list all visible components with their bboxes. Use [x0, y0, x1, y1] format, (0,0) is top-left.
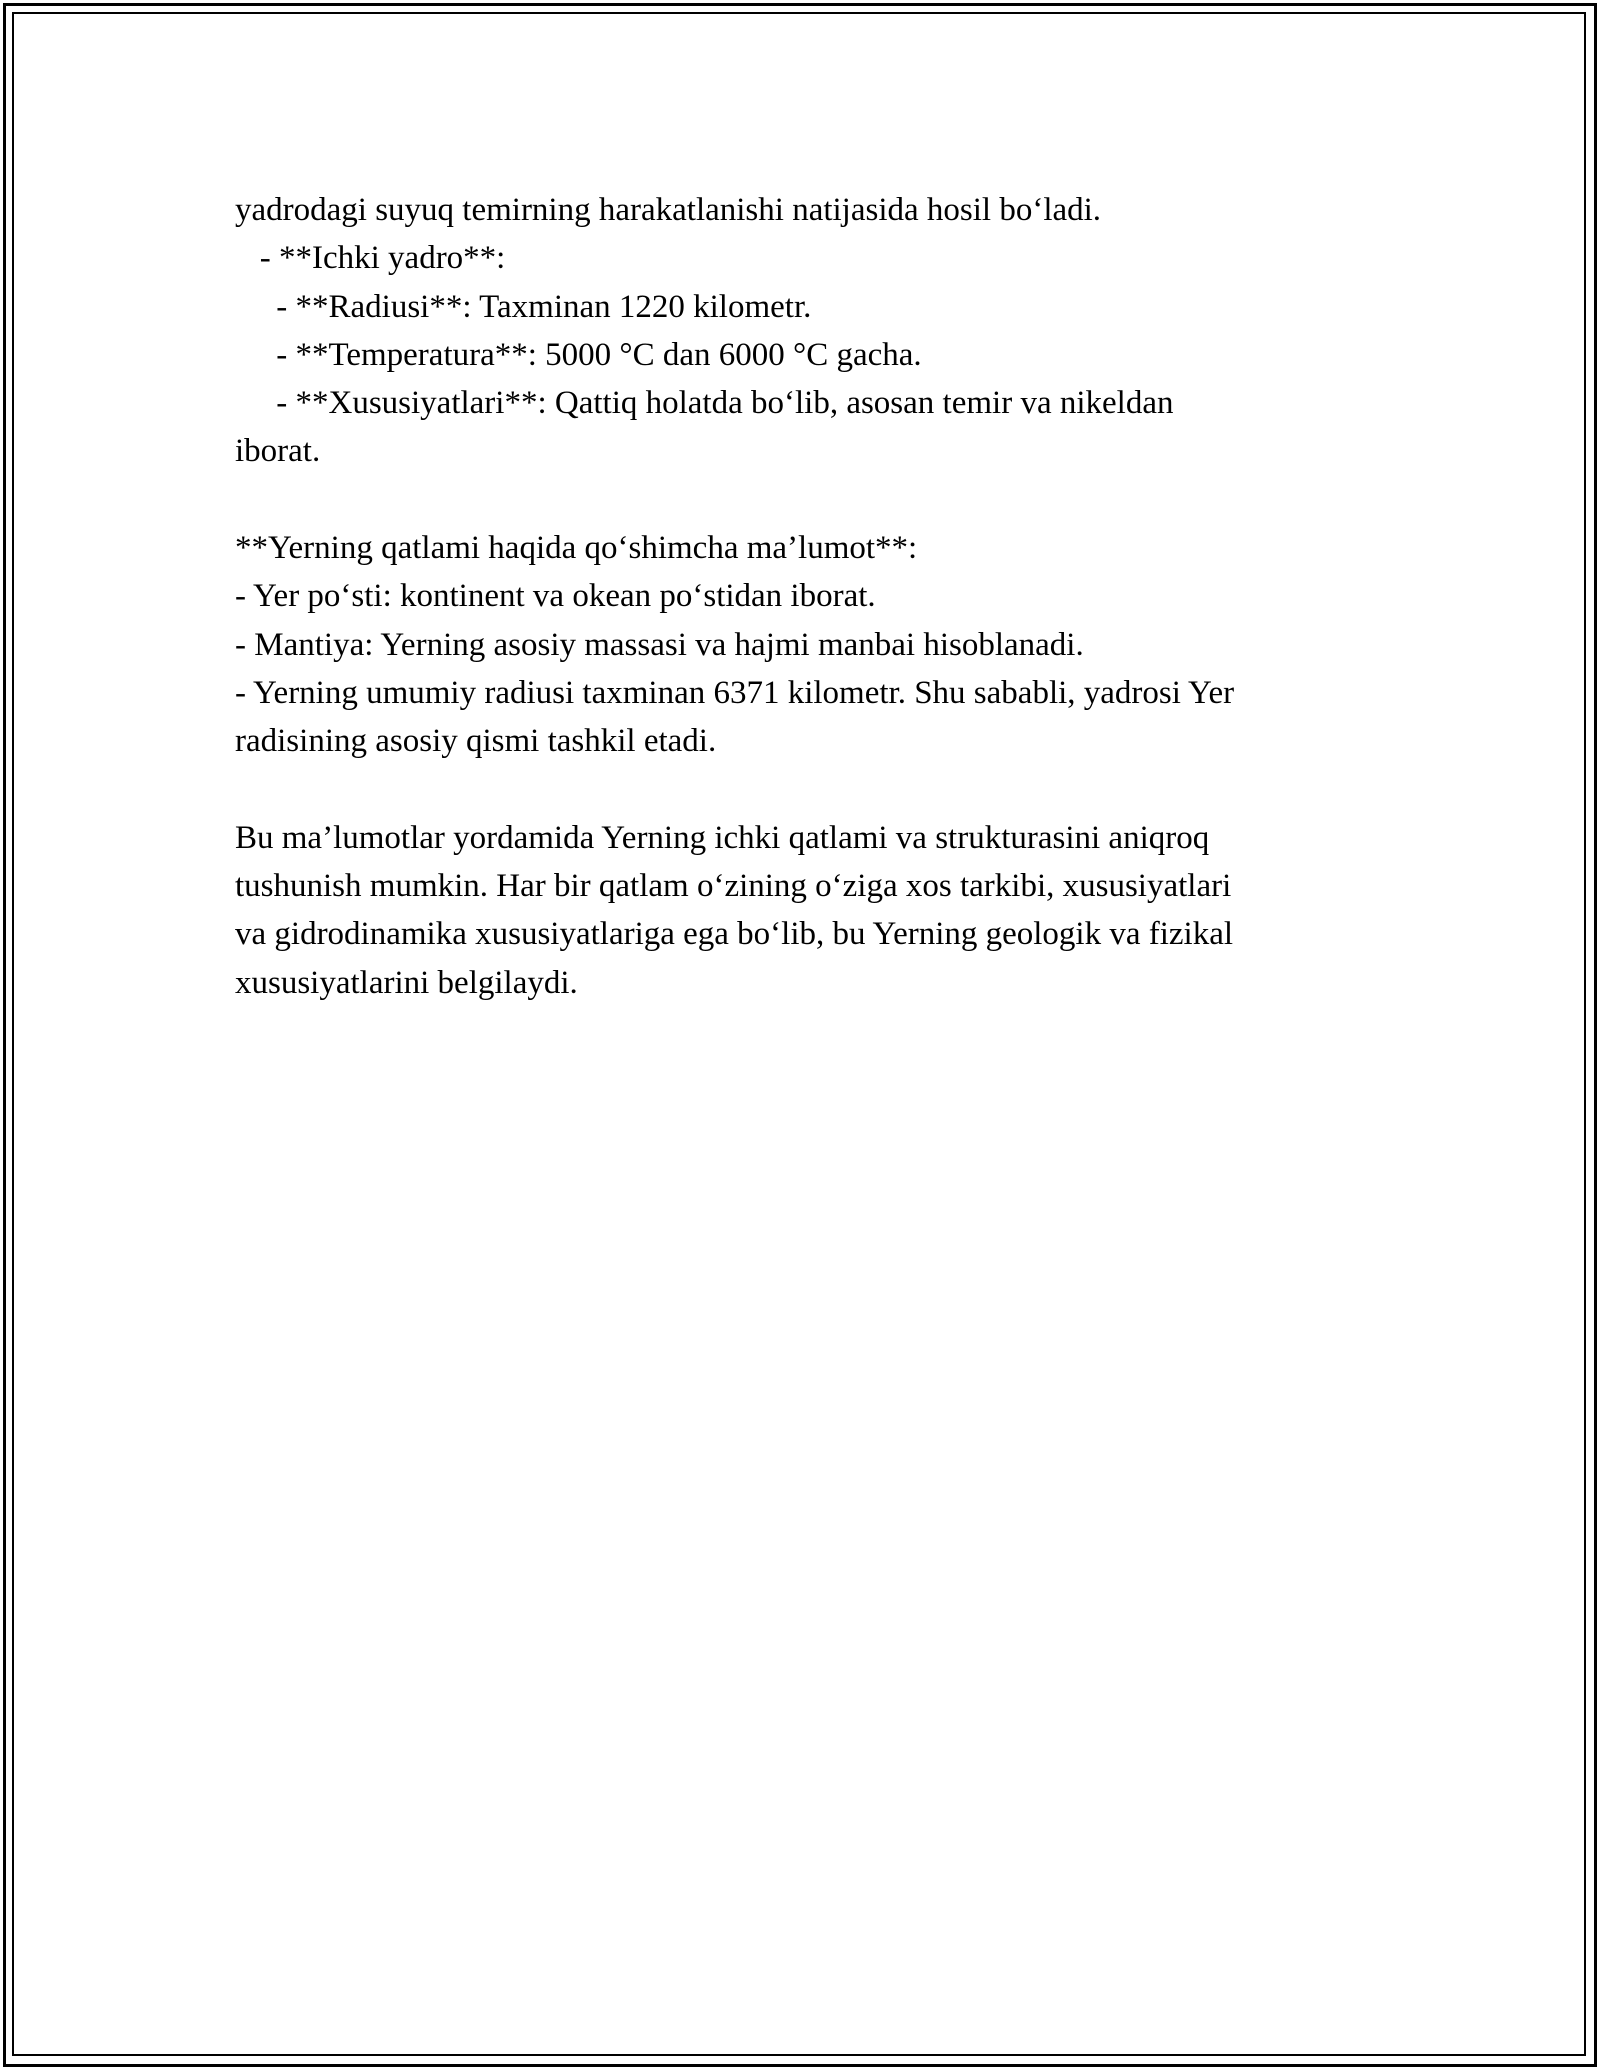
text-line: va gidrodinamika xususiyatlariga ega bo‘lib, bu Yerning geologik va fizikal — [235, 916, 1234, 953]
text-line: - **Radiusi**: Taxminan 1220 kilometr. — [235, 288, 812, 325]
text-line: radisining asosiy qismi tashkil etadi. — [235, 723, 717, 760]
text-line: tushunish mumkin. Har bir qatlam o‘zining o‘ziga xos tarkibi, xususiyatlari — [235, 868, 1232, 905]
text-line: - Yer po‘sti: kontinent va okean po‘stidan iborat. — [235, 578, 876, 615]
text-line: - **Xususiyatlari**: Qattiq holatda bo‘lib, asosan temir va nikeldan — [235, 385, 1174, 422]
text-line: yadrodagi suyuq temirning harakatlanishi natijasida hosil bo‘ladi. — [235, 192, 1102, 228]
text-line: Bu ma’lumotlar yordamida Yerning ichki qatlami va strukturasini aniqroq — [235, 819, 1210, 856]
paragraph-gap — [235, 476, 1385, 524]
text-line: - **Ichki yadro**: — [235, 240, 506, 277]
text-line: - **Temperatura**: 5000 °C dan 6000 °C gacha. — [235, 336, 922, 373]
text-line: xususiyatlarini belgilaydi. — [235, 964, 578, 1001]
paragraph-gap — [235, 766, 1385, 814]
text-line: - Mantiya: Yerning asosiy massasi va hajmi manbai hisoblanadi. — [235, 626, 1084, 663]
text-line: iborat. — [235, 433, 321, 470]
text-line: - Yerning umumiy radiusi taxminan 6371 kilometr. Shu sababli, yadrosi Yer — [235, 674, 1235, 711]
document-body — [235, 186, 1385, 1007]
section-heading: **Yerning qatlami haqida qo‘shimcha ma’lumot**: — [235, 530, 918, 567]
